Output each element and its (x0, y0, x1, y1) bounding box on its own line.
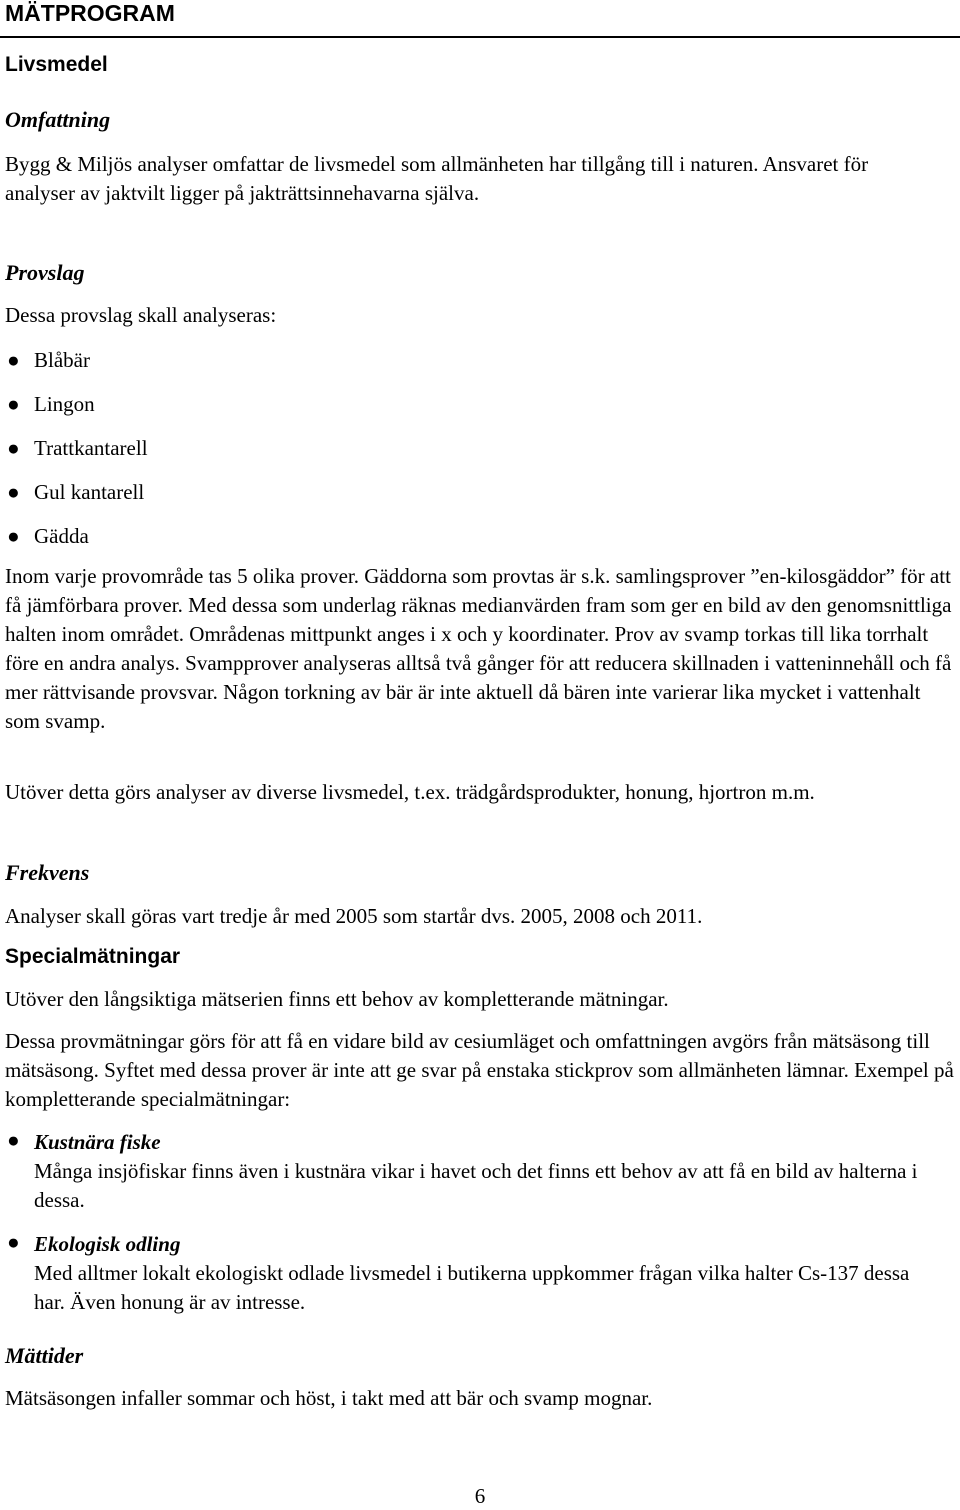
bullet-icon: ● (7, 436, 20, 460)
list-item-label: Lingon (34, 392, 95, 416)
heading-frekvens: Frekvens (5, 860, 90, 885)
heading-omfattning: Omfattning (5, 107, 111, 132)
list-item (0, 426, 960, 470)
paragraph-special-intro: Utöver den långsiktiga mätserien finns ett behov av kompletterande mätningar. (5, 987, 669, 1011)
page-number: 6 (474, 1484, 486, 1508)
item-title: Kustnära fiske (34, 1130, 161, 1154)
paragraph-special-details: Dessa provmätningar görs för att få en vidare bild av cesiumläget och omfattningen avgörs från mätsäsong till mätsäsong. Syftet med dessa prover är inte att ge svar på enstaka stickprov som allmänheten lämnar. Exempel på kompletterande specialmätningar: (5, 1029, 954, 1111)
provslag-list (0, 338, 960, 558)
bullet-icon: ● (7, 348, 20, 372)
paragraph-provslag-details: Inom varje provområde tas 5 olika prover. Gäddorna som provtas är s.k. samlingsprover ”en-kilosgäddor” för att få jämförbara prover. Med dessa som underlag räknas medianvärden fram som ger en bild av den genomsnittliga halten inom området. Områdenas mittpunkt anges i x och y koordinater. Prov av svamp torkas till lika torrhalt före en andra analys. Svampprover analyseras alltså två gånger för att reducera skillnaden i vatteninnehåll och få mer rättvisande provsvar. Någon torkning av bär är inte aktuell då bären inte varierar lika mycket i vattenhalt som svamp. (5, 564, 952, 733)
heading-mattider: Mättider (5, 1343, 84, 1368)
heading-provslag: Provslag (5, 260, 85, 285)
list-item (0, 470, 960, 514)
bullet-icon: ● (7, 1128, 20, 1152)
list-item-label: Trattkantarell (34, 436, 148, 460)
bullet-icon: ● (7, 1230, 20, 1254)
item-text: Många insjöfiskar finns även i kustnära vikar i havet och det finns ett behov av att få en bild av halterna i dessa. (34, 1159, 918, 1212)
list-item-label: Blåbär (34, 348, 90, 372)
list-item (0, 338, 960, 382)
list-item-label: Gädda (34, 524, 89, 548)
paragraph-omfattning: Bygg & Miljös analyser omfattar de livsmedel som allmänheten har tillgång till i naturen. Ansvaret för analyser av jaktvilt ligger på jakträttsinnehavarna själva. (5, 152, 869, 205)
paragraph-provslag-intro: Dessa provslag skall analyseras: (5, 303, 277, 327)
heading-specialmatningar: Specialmätningar (5, 945, 181, 968)
list-item (0, 514, 960, 558)
section-heading-livsmedel: Livsmedel (5, 53, 108, 76)
item-title: Ekologisk odling (34, 1232, 181, 1256)
list-item-label: Gul kantarell (34, 480, 145, 504)
bullet-icon: ● (7, 480, 20, 504)
item-text: Med alltmer lokalt ekologiskt odlade livsmedel i butikerna uppkommer frågan vilka halter Cs-137 dessa har. Även honung är av intresse. (34, 1261, 910, 1314)
document-title: MÄTPROGRAM (5, 0, 175, 26)
paragraph-frekvens: Analyser skall göras vart tredje år med 2005 som startår dvs. 2005, 2008 och 2011. (5, 904, 703, 928)
paragraph-provslag-other: Utöver detta görs analyser av diverse livsmedel, t.ex. trädgårdsprodukter, honung, hjortron m.m. (5, 780, 815, 804)
list-item (0, 382, 960, 426)
bullet-icon: ● (7, 524, 20, 548)
bullet-icon: ● (7, 392, 20, 416)
title-rule (0, 36, 960, 38)
paragraph-mattider: Mätsäsongen infaller sommar och höst, i takt med att bär och svamp mognar. (5, 1386, 653, 1410)
